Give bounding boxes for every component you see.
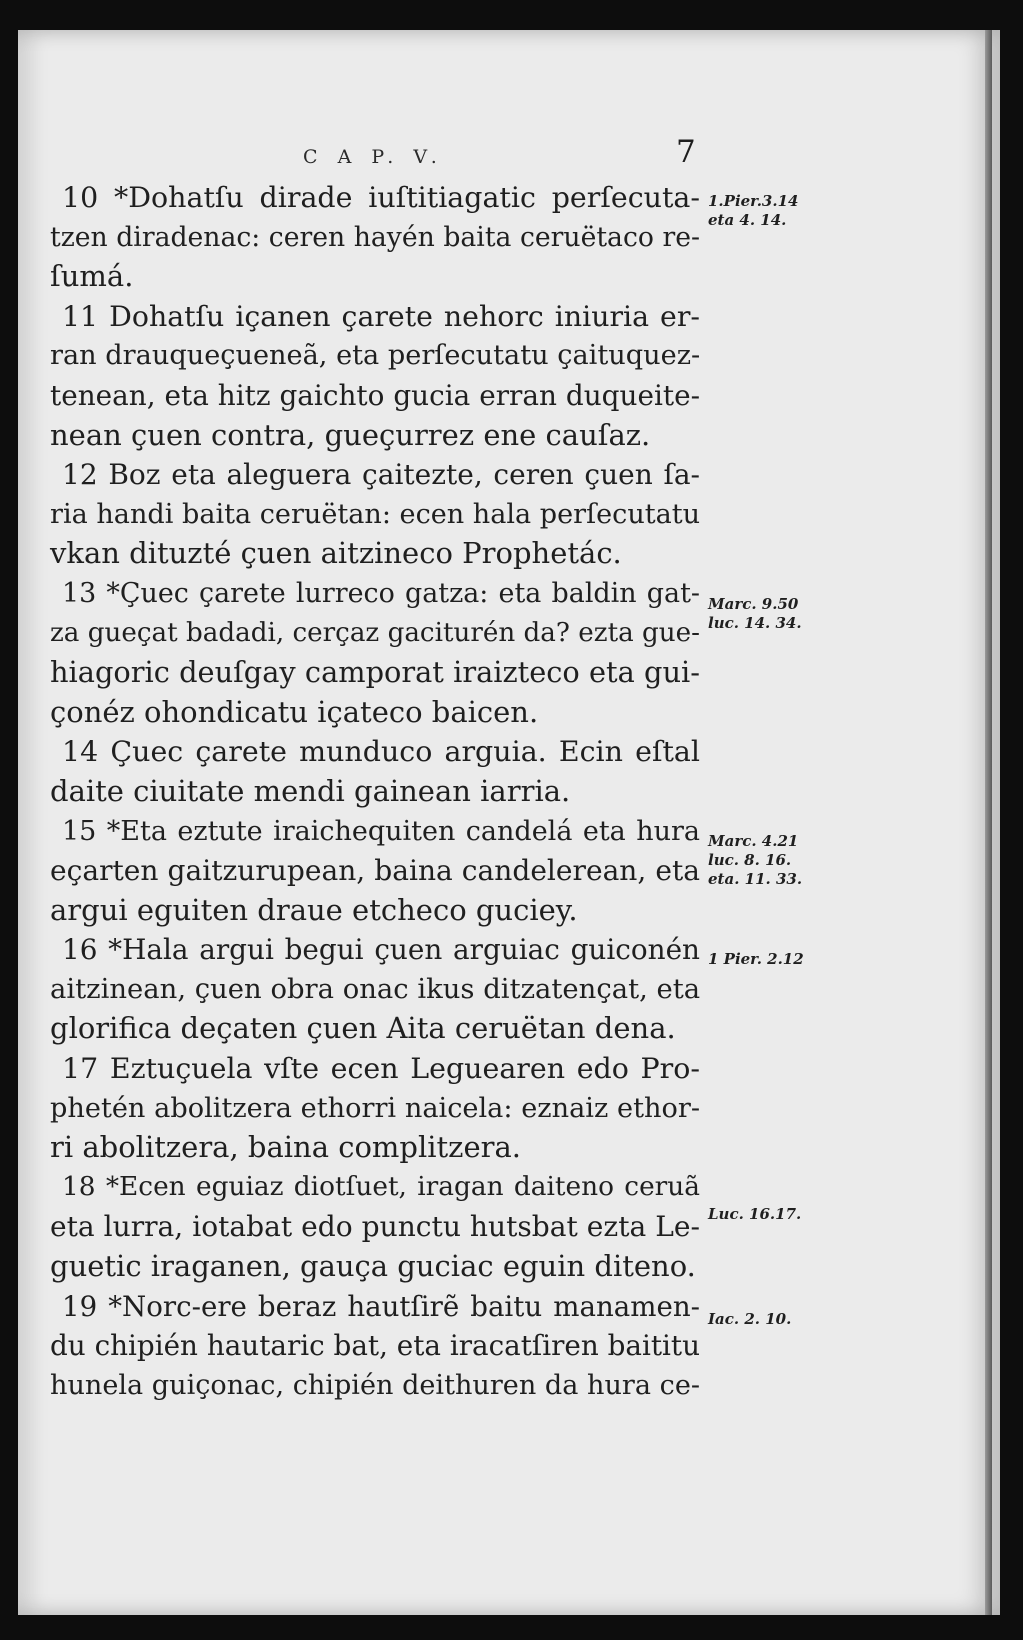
verse-line: aitzinean, çuen obra onac ikus ditzatençat, eta: [50, 973, 701, 1005]
running-title: C A P. V.: [303, 146, 444, 168]
verse-line: za gueçat badadi, cerçaz gaciturén da? ezta gue-: [50, 617, 700, 648]
verse-line: 19 *Norc-ere beraz hautſirẽ baitu manamen-: [62, 1289, 700, 1323]
margin-note: [708, 192, 833, 230]
margin-note: [708, 832, 833, 889]
verse-line: 12 Boz eta aleguera çaitezte, ceren çuen ſa-: [62, 458, 700, 492]
verse-line: guetic iraganen, gauça guciac eguin diteno.: [50, 1249, 696, 1284]
margin-note: [708, 595, 833, 633]
verse-line: 11 Dohatſu içanen çarete nehorc iniuria er-: [62, 299, 700, 333]
margin-note-line: luc. 8. 16.: [708, 851, 792, 869]
verse-19: [50, 1287, 700, 1406]
verse-line: eta lurra, iotabat edo punctu hutsbat ezta Le-: [50, 1210, 700, 1244]
verse-10: [50, 178, 700, 297]
verse-line: tzen diradenac: ceren hayén baita ceruëtaco re-: [50, 221, 700, 253]
verse-line: çonéz ohondicatu içateco baicen.: [50, 694, 539, 729]
margin-note-line: Marc. 4.21: [708, 832, 799, 850]
verses-body: [50, 178, 700, 1405]
verse-13: [50, 574, 700, 732]
verse-line: 18 *Ecen eguiaz diotſuet, iragan daiteno ceruã: [62, 1171, 700, 1202]
margin-note-line: Marc. 9.50: [708, 595, 799, 613]
margin-note-line: Luc. 16.17.: [708, 1205, 802, 1223]
verse-line: du chipién hautaric bat, eta iracatſiren baititu: [50, 1329, 700, 1363]
verse-line: nean çuen contra, gueçurrez ene cauſaz.: [50, 417, 651, 452]
margin-note-line: Iac. 2. 10.: [708, 1310, 792, 1328]
verse-line: phetén abolitzera ethorri naicela: eznaiz ethor-: [50, 1092, 700, 1124]
margin-note-line: eta 4. 14.: [708, 211, 787, 229]
verse-14: [50, 732, 700, 811]
verse-line: ran drauqueçueneã, eta perſecutatu çaituquez-: [50, 340, 701, 372]
verse-line: 17 Eztuçuela vſte ecen Leguearen edo Pro-: [62, 1052, 700, 1086]
margin-note-line: luc. 14. 34.: [708, 614, 802, 632]
verse-line: argui eguiten draue etcheco guciey.: [50, 892, 578, 927]
verse-line: 13 *Çuec çarete lurreco gatza: eta baldin gat-: [62, 577, 700, 609]
verse-line: vkan dituzté çuen aitzineco Prophetác.: [50, 536, 622, 571]
margin-note-line: 1 Pier. 2.12: [708, 950, 804, 968]
margin-note-line: eta. 11. 33.: [708, 870, 803, 888]
verse-line: tenean, eta hitz gaichto gucia erran duqueite-: [50, 378, 700, 412]
margin-note: [708, 1205, 833, 1224]
verse-line: ri abolitzera, baina complitzera.: [50, 1130, 521, 1165]
page-number: 7: [676, 134, 696, 170]
verse-line: eçarten gaitzurupean, baina candelerean, eta: [50, 854, 700, 888]
verse-line: 16 *Hala argui begui çuen arguiac guiconén: [62, 933, 700, 967]
verse-11: [50, 297, 700, 455]
verse-17: [50, 1049, 700, 1168]
page-edge: [985, 30, 992, 1615]
verse-line: hunela guiçonac, chipién deithuren da hura ce-: [50, 1369, 700, 1401]
verse-12: [50, 455, 700, 574]
verse-18: [50, 1168, 700, 1287]
margin-note: [708, 950, 833, 969]
verse-line: ſumá.: [50, 259, 134, 294]
verse-16: [50, 930, 700, 1049]
verse-line: 15 *Eta eztute iraichequiten candelá eta hura: [62, 815, 700, 847]
verse-line: 10 *Dohatſu dirade iuſtitiagatic perſecuta-: [62, 181, 700, 214]
verse-line: daite ciuitate mendi gainean iarria.: [50, 773, 571, 808]
verse-line: 14 Çuec çarete munduco arguia. Ecin eſtal: [62, 735, 700, 769]
verse-line: glorifica deçaten çuen Aita ceruëtan dena.: [50, 1011, 676, 1046]
verse-line: ria handi baita ceruëtan: ecen hala perſecutatu: [50, 498, 701, 530]
margin-note-line: 1.Pier.3.14: [708, 192, 799, 210]
verse-15: [50, 812, 700, 931]
verse-line: hiagoric deuſgay camporat iraizteco eta gui-: [50, 655, 700, 690]
margin-note: [708, 1310, 833, 1329]
